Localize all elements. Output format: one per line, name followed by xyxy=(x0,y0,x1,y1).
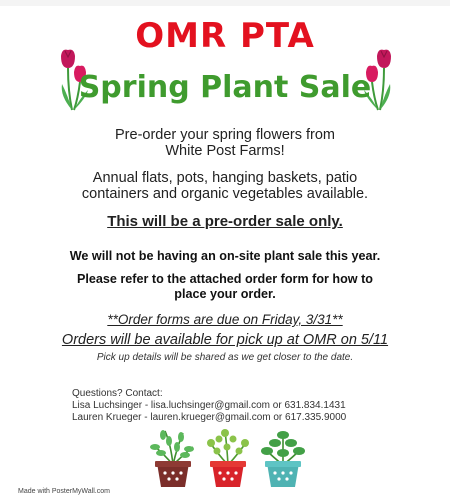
refer-line-2: place your order. xyxy=(174,287,276,301)
potted-plant-icon xyxy=(150,430,194,487)
pickup-notice: Orders will be available for pick up at OMR on 5/11 xyxy=(61,332,389,348)
preorder-only-notice: This will be a pre-order sale only. xyxy=(107,213,343,230)
items-line-1: Annual flats, pots, hanging baskets, patio xyxy=(92,170,358,186)
no-onsite-notice: We will not be having an on-site plant sale this year. xyxy=(69,249,381,263)
intro-line-1: Pre-order your spring flowers from xyxy=(115,127,335,143)
refer-line-1: Please refer to the attached order form for how to xyxy=(76,272,373,286)
page-subtitle: Spring Plant Sale xyxy=(78,70,372,105)
top-border xyxy=(0,0,450,6)
potted-plant-icon xyxy=(261,431,305,487)
intro-text xyxy=(0,127,450,159)
contact-lisa: Lisa Luchsinger - lisa.luchsinger@gmail.com or 631.834.1431 xyxy=(72,400,346,411)
intro-line-2: White Post Farms! xyxy=(165,143,285,159)
due-date-notice: **Order forms are due on Friday, 3/31** xyxy=(107,312,343,327)
items-line-2: containers and organic vegetables available. xyxy=(81,186,369,202)
potted-plants xyxy=(143,425,313,489)
potted-plant-icon xyxy=(207,429,249,487)
contact-heading: Questions? Contact: xyxy=(72,388,163,399)
product-list-text xyxy=(0,170,450,202)
contact-block xyxy=(72,388,346,424)
pickup-details: Pick up details will be shared as we get closer to the date. xyxy=(96,352,354,363)
page-title: OMR PTA xyxy=(135,16,315,56)
order-form-instructions xyxy=(0,272,450,302)
contact-lauren: Lauren Krueger - lauren.krueger@gmail.com or 617.335.9000 xyxy=(72,412,347,423)
made-with-credit: Made with PosterMyWall.com xyxy=(18,488,110,495)
